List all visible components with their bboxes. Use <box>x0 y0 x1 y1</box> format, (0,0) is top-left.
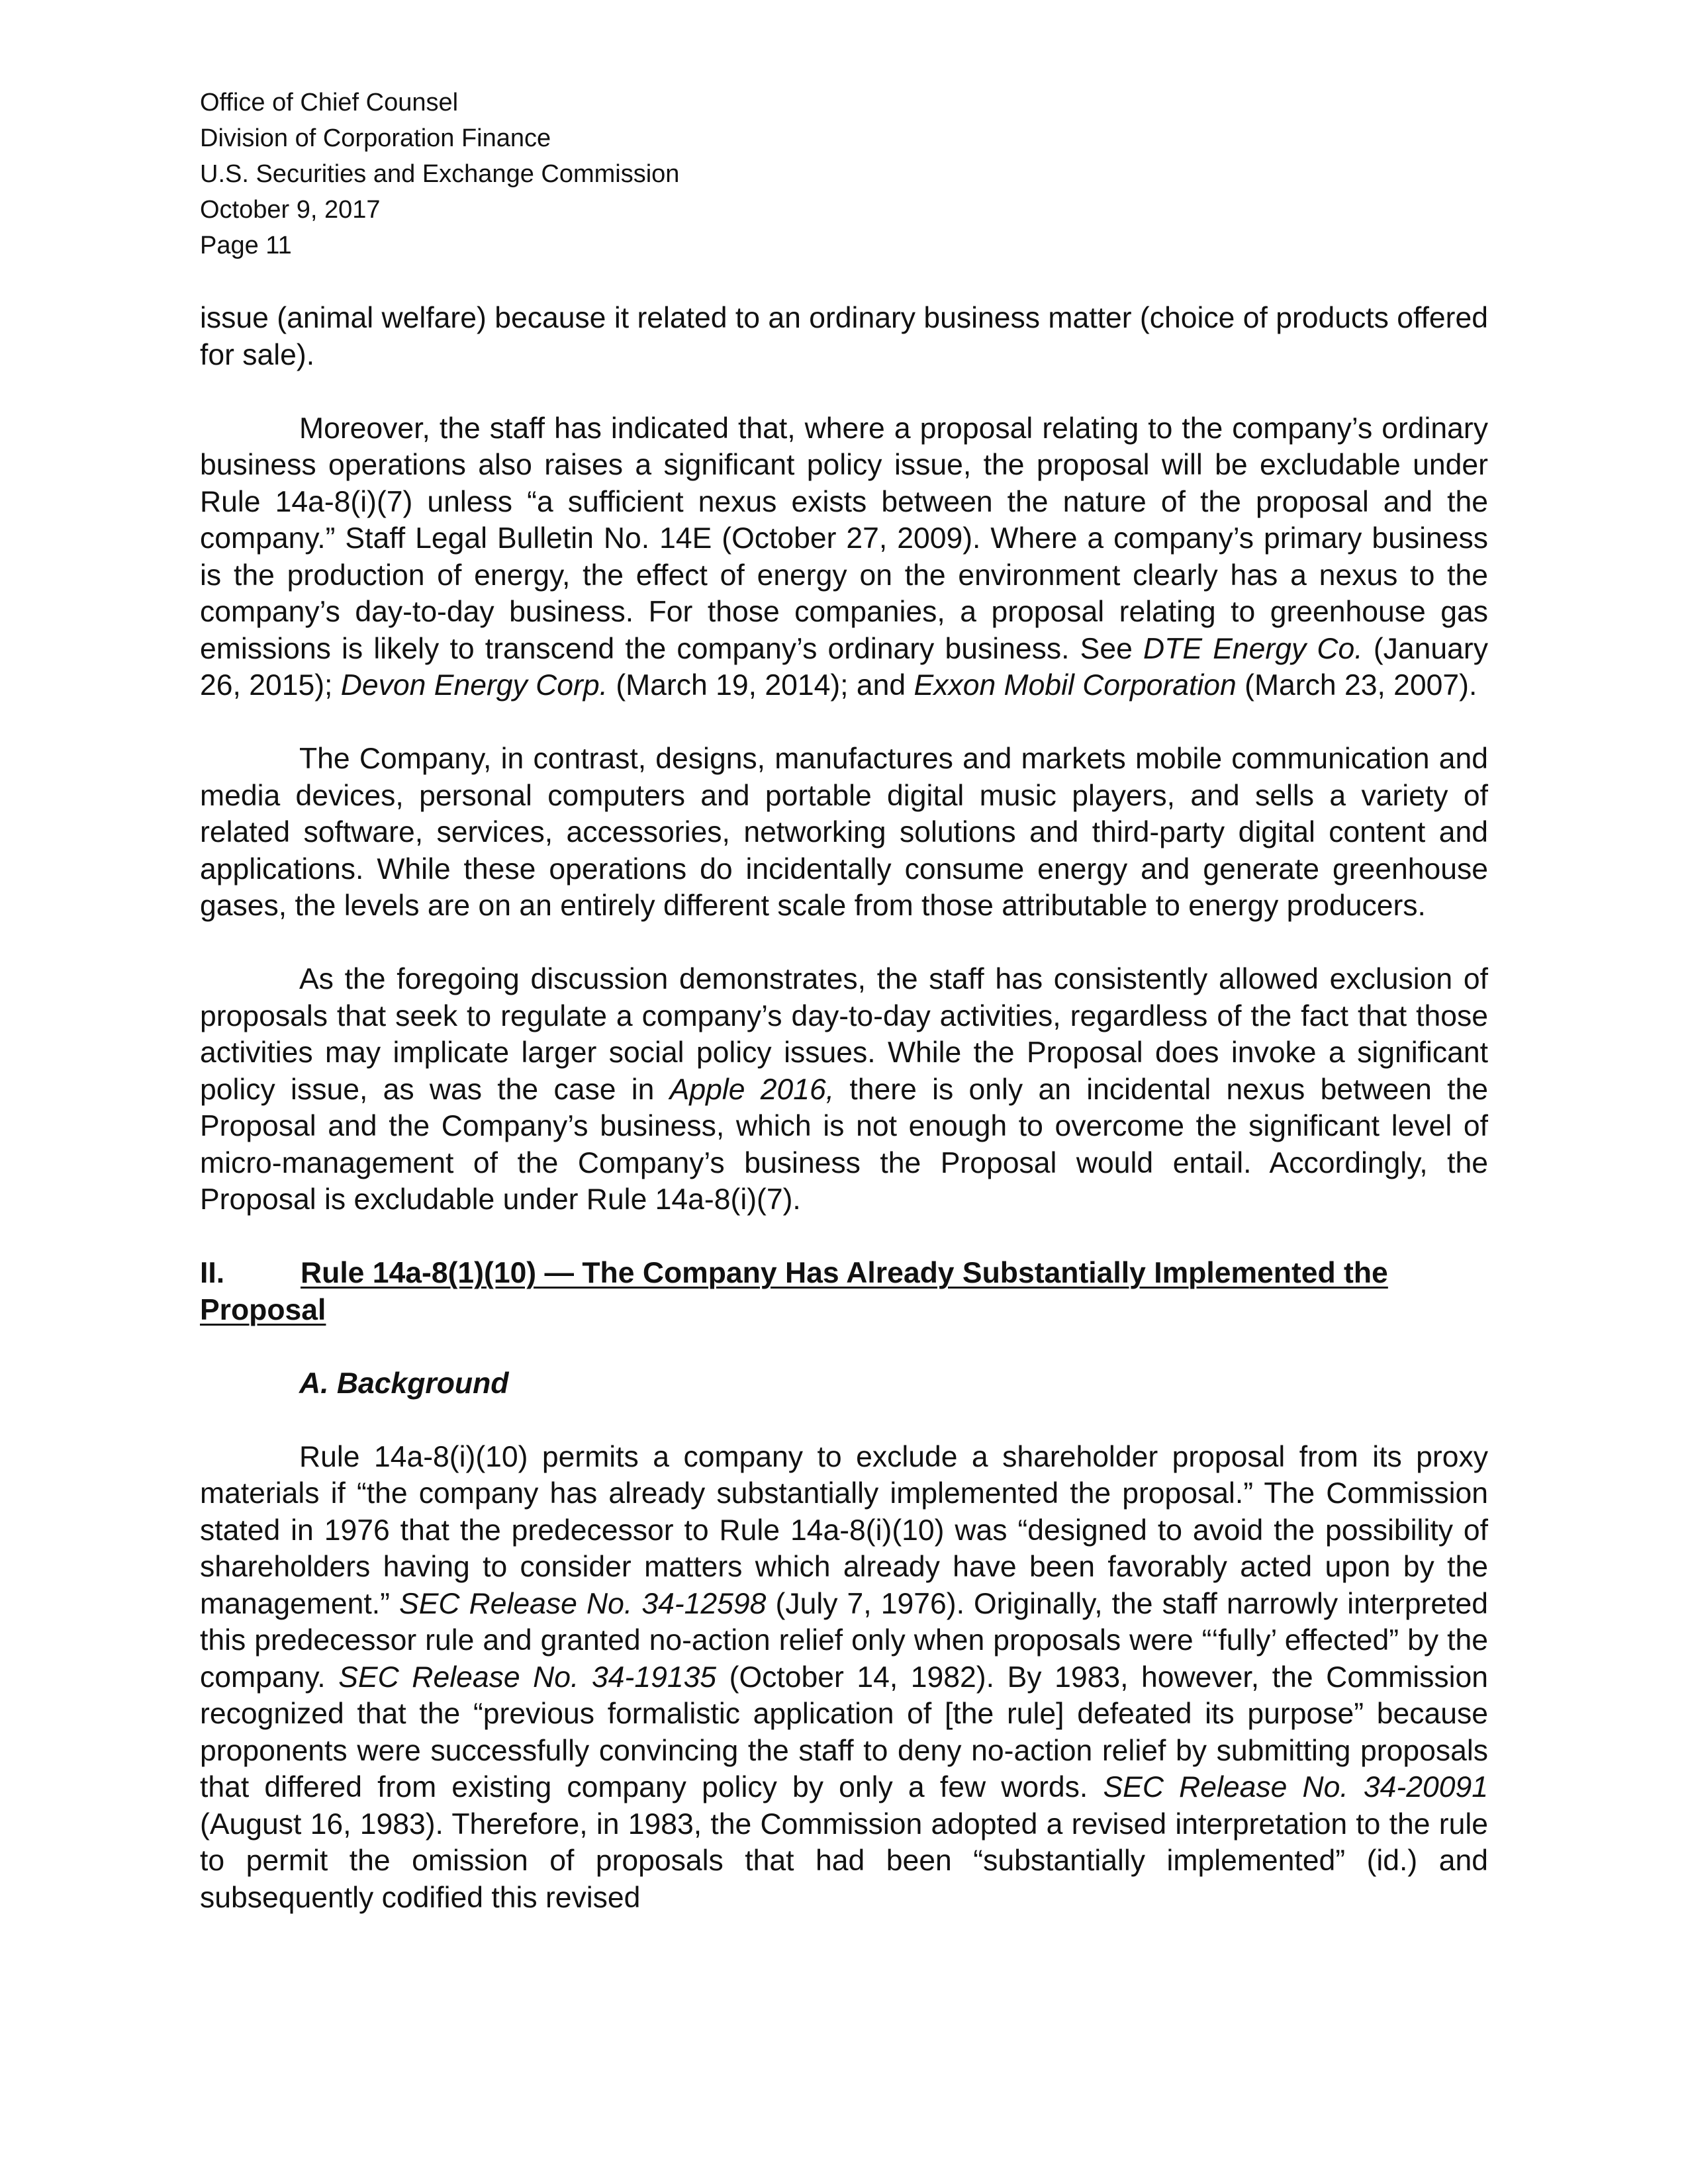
header-office: Office of Chief Counsel <box>200 89 459 116</box>
release-citation: SEC Release No. 34-12598 <box>399 1587 767 1620</box>
text-run: (March 19, 2014); and <box>607 669 914 702</box>
text-run: As the foregoing discussion demonstrates, the staff has consistently allowed exclusion of proposals that seek to regulate a company’s day-to-day activities, regardless of the fact that those activities may implicate larger social policy issues. While the Proposal does invoke a significant policy issue, as was the case in <box>200 963 1488 1106</box>
section-title: Rule 14a-8(1)(10) — The Company Has Already Substantially Implemented the <box>301 1257 1388 1289</box>
letter-page <box>200 85 1488 1916</box>
text-run: (July 7, 1976). Originally, the staff narrowly interpreted this predecessor rule and granted no-action relief only when proposals were “‘fully’ effected” by the company. <box>200 1587 1488 1694</box>
paragraph-nexus <box>200 410 1488 704</box>
text-run: (August 16, 1983). Therefore, in 1983, the Commission adopted a revised interpretation to the rule to permit the omission of proposals that had been “substantially implemented” (id.) and subsequently codified this revised <box>200 1807 1488 1914</box>
case-citation: Apple 2016, <box>669 1073 835 1106</box>
text-run: (October 14, 1982). By 1983, however, the Commission recognized that the “previous formalistic application of [the rule] defeated its purpose” because proponents were successfully convincing the staff to deny no-action relief by submitting proposals that differed from existing company policy by only a few words. <box>200 1661 1488 1803</box>
text-run: (January 26, 2015); <box>200 632 1488 702</box>
section-heading <box>200 1255 1488 1292</box>
section-title-continued: Proposal <box>200 1293 326 1326</box>
letter-header <box>200 85 1488 263</box>
text-run: (March 23, 2007). <box>1236 669 1477 702</box>
release-citation: SEC Release No. 34-19135 <box>338 1661 717 1694</box>
paragraph-continued: issue (animal welfare) because it related to an ordinary business matter (choice of products offered for sale). <box>200 302 1488 371</box>
header-page-number: Page 11 <box>200 232 292 259</box>
header-date: October 9, 2017 <box>200 196 381 224</box>
case-citation: DTE Energy Co. <box>1143 632 1363 665</box>
text-run: there is only an incidental nexus between the Proposal and the Company’s business, which is not enough to overcome the significant level of micro-management of the Company’s business the Proposal would entail. Accordingly, the Proposal is excludable under Rule 14a-8(i)(7). <box>200 1073 1488 1216</box>
section-number: II. <box>200 1257 225 1289</box>
text-run: Rule 14a-8(i)(10) permits a company to exclude a shareholder proposal from its proxy materials if “the company has already substantially implemented the proposal.” The Commission stated in 1976 that the predecessor to Rule 14a-8(i)(10) was “designed to avoid the possibility of shareholders having to consider matters which already have been favorably acted upon by the management.” <box>200 1440 1488 1620</box>
release-citation: SEC Release No. 34-20091 <box>1103 1771 1488 1803</box>
header-division: Division of Corporation Finance <box>200 124 551 152</box>
text-run: Moreover, the staff has indicated that, where a proposal relating to the company’s ordinary business operations also raises a significant policy issue, the proposal will be excludable under Rule 14a-8(i)(7) unless “a sufficient nexus exists between the nature of the proposal and the company.” Staff Legal Bulletin No. 14E (October 27, 2009). Where a company’s primary business is the production of energy, the effect of energy on the environment clearly has a nexus to the company’s day-to-day business. For those companies, a proposal relating to greenhouse gas emissions is likely to transcend the company’s ordinary business. See <box>200 412 1488 665</box>
paragraph-conclusion <box>200 961 1488 1218</box>
subsection-heading: A. Background <box>299 1367 509 1400</box>
header-commission: U.S. Securities and Exchange Commission <box>200 160 680 188</box>
paragraph-company-business: The Company, in contrast, designs, manufactures and markets mobile communication and media devices, personal computers and portable digital music players, and sells a variety of related software, services, accessories, networking solutions and third-party digital content and applications. While these operations do incidentally consume energy and generate greenhouse gases, the levels are on an entirely different scale from those attributable to energy producers. <box>200 743 1488 922</box>
case-citation: Exxon Mobil Corporation <box>914 669 1237 702</box>
case-citation: Devon Energy Corp. <box>340 669 608 702</box>
paragraph-background <box>200 1439 1488 1917</box>
